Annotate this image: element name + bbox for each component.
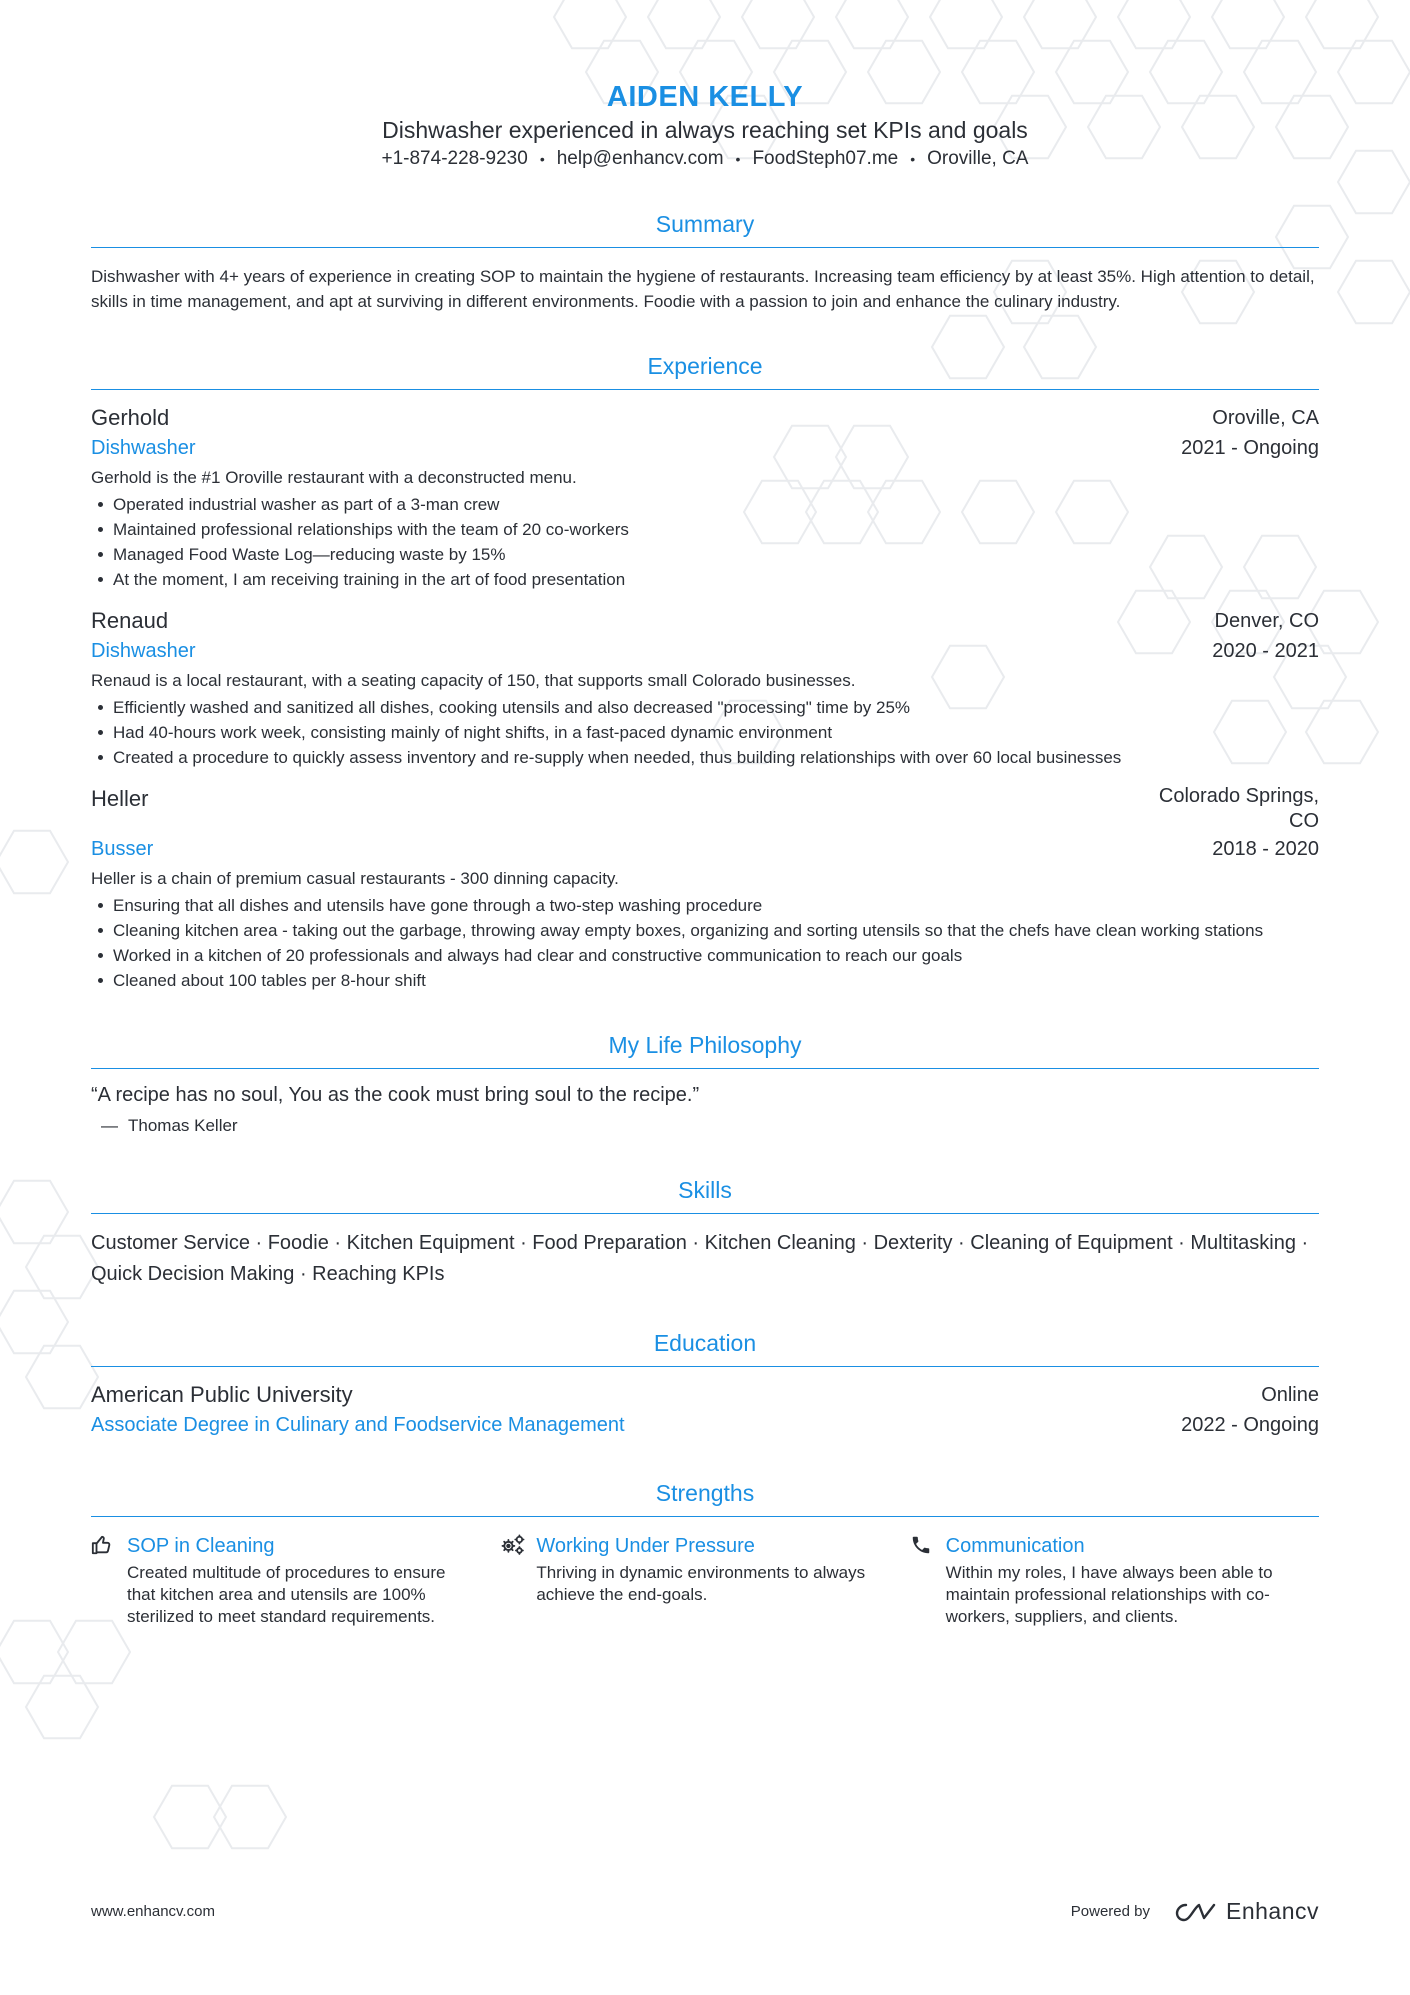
contact-separator: •: [539, 151, 545, 167]
section-title-education: Education: [91, 1328, 1319, 1367]
bullet-item: At the moment, I am receiving training in the art of food presentation: [113, 567, 1319, 592]
bullet-item: Cleaned about 100 tables per 8-hour shift: [113, 968, 1319, 993]
school-name: American Public University: [91, 1382, 353, 1408]
contact-line: [91, 146, 1319, 172]
job-bullets: [91, 893, 1319, 993]
contact-website[interactable]: FoodSteph07.me: [752, 148, 899, 170]
job-bullets: [91, 492, 1319, 592]
strength-title: SOP in Cleaning: [127, 1535, 275, 1558]
job-role: Dishwasher: [91, 640, 196, 663]
skills-section: [91, 1175, 1319, 1290]
contact-separator: •: [910, 151, 916, 167]
bullet-item: Ensuring that all dishes and utensils have gone through a two-step washing procedure: [113, 893, 1319, 918]
powered-by-label: Powered by: [1070, 1903, 1150, 1920]
philosophy-section: [91, 1030, 1319, 1138]
job-location: Denver, CO: [1214, 610, 1319, 633]
strength-item: [500, 1531, 909, 1628]
skills-list: Customer Service · Foodie · Kitchen Equipment · Food Preparation · Kitchen Cleaning · Dexterity · Cleaning of Equipment · Multitasking · Quick Decision Making · Reaching KPIs: [91, 1232, 1309, 1286]
experience-entry: [91, 403, 1319, 592]
bullet-item: Worked in a kitchen of 20 professionals and always had clear and constructive communication to reach our goals: [113, 943, 1319, 968]
company-name: Gerhold: [91, 405, 170, 431]
job-dates: 2021 - Ongoing: [1181, 437, 1319, 460]
contact-email[interactable]: help@enhancv.com: [556, 148, 724, 170]
job-location: Oroville, CA: [1212, 407, 1319, 430]
quote-author: [101, 1113, 1319, 1138]
footer-url[interactable]: www.enhancv.com: [91, 1903, 215, 1920]
contact-separator: •: [735, 151, 741, 167]
job-dates: 2020 - 2021: [1212, 640, 1319, 663]
job-location-line: CO: [1289, 810, 1319, 833]
job-role: Dishwasher: [91, 437, 196, 460]
summary-text: Dishwasher with 4+ years of experience in creating SOP to maintain the hygiene of restaurants. Increasing team efficiency by at least 35%. High attention to detail, skills in time management, and apt at surviving in different environments. Foodie with a passion to join and enhance the culinary industry.: [91, 267, 1315, 312]
hexagon-shape: [26, 1676, 98, 1738]
bullet-item: Operated industrial washer as part of a 3-man crew: [113, 492, 1319, 517]
education-dates: 2022 - Ongoing: [1181, 1414, 1319, 1437]
page-footer: [91, 1898, 1319, 1925]
section-title-experience: Experience: [91, 351, 1319, 390]
powered-by: [1071, 1898, 1319, 1925]
brand-logo[interactable]: [1174, 1898, 1319, 1925]
contact-phone: +1-874-228-9230: [381, 148, 528, 170]
strengths-section: [91, 1478, 1319, 1628]
experience-entry: [91, 606, 1319, 770]
philosophy-quote: “A recipe has no soul, You as the cook must bring soul to the recipe.”: [91, 1084, 700, 1107]
quote-dash: —: [101, 1116, 118, 1136]
candidate-tagline: Dishwasher experienced in always reaching set KPIs and goals: [382, 117, 1028, 143]
section-title-skills: Skills: [91, 1175, 1319, 1214]
bullet-item: Had 40-hours work week, consisting mainly of night shifts, in a fast-paced dynamic environment: [113, 720, 1319, 745]
hexagon-shape: [154, 1786, 226, 1848]
summary-section: [91, 209, 1319, 314]
job-dates: 2018 - 2020: [1212, 838, 1319, 861]
section-title-summary: Summary: [91, 209, 1319, 248]
company-name: Heller: [91, 786, 149, 812]
school-location: Online: [1261, 1384, 1319, 1407]
contact-location: Oroville, CA: [927, 148, 1029, 170]
job-location: [1159, 784, 1319, 834]
bullet-item: Efficiently washed and sanitized all dishes, cooking utensils and also decreased "processing" time by 25%: [113, 695, 1319, 720]
bullet-item: Created a procedure to quickly assess inventory and re-supply when needed, thus building relationships with over 60 local businesses: [113, 745, 1319, 770]
bullet-item: Maintained professional relationships with the team of 20 co-workers: [113, 517, 1319, 542]
phone-icon: [910, 1531, 946, 1628]
company-description: Heller is a chain of premium casual restaurants - 300 dinning capacity.: [91, 869, 619, 889]
strength-title: Communication: [945, 1535, 1085, 1558]
strength-description: Created multitude of procedures to ensure that kitchen area and utensils are 100% sterilized to meet standard requirements.: [127, 1563, 446, 1627]
quote-author-name: Thomas Keller: [128, 1116, 238, 1136]
resume-header: [91, 0, 1319, 172]
section-title-philosophy: My Life Philosophy: [91, 1030, 1319, 1069]
job-bullets: [91, 695, 1319, 770]
strength-item: [910, 1531, 1319, 1628]
section-title-strengths: Strengths: [91, 1478, 1319, 1517]
job-role: Busser: [91, 838, 154, 861]
company-description: Renaud is a local restaurant, with a seating capacity of 150, that supports small Colorado businesses.: [91, 671, 856, 691]
strength-description: Within my roles, I have always been able to maintain professional relationships with co-workers, suppliers, and clients.: [945, 1563, 1273, 1627]
education-section: [91, 1328, 1319, 1440]
experience-section: [91, 351, 1319, 993]
candidate-name: AIDEN KELLY: [606, 81, 804, 113]
hexagon-shape: [214, 1786, 286, 1848]
degree-name: Associate Degree in Culinary and Foodservice Management: [91, 1414, 625, 1437]
bullet-item: Cleaning kitchen area - taking out the garbage, throwing away empty boxes, organizing and sorting utensils so that the chefs have clean working stations: [113, 918, 1319, 943]
bullet-item: Managed Food Waste Log—reducing waste by 15%: [113, 542, 1319, 567]
company-name: Renaud: [91, 608, 169, 634]
strength-description: Thriving in dynamic environments to always achieve the end-goals.: [536, 1563, 866, 1605]
job-location-line: Colorado Springs,: [1158, 785, 1319, 808]
brand-name: Enhancv: [1225, 1898, 1319, 1924]
thumbs-up-icon: [91, 1531, 127, 1628]
enhancv-logo-icon: [1174, 1900, 1218, 1924]
experience-entry: [91, 784, 1319, 993]
strength-title: Working Under Pressure: [536, 1535, 755, 1558]
strength-item: [91, 1531, 500, 1628]
gears-icon: [500, 1531, 536, 1628]
company-description: Gerhold is the #1 Oroville restaurant with a deconstructed menu.: [91, 468, 577, 488]
